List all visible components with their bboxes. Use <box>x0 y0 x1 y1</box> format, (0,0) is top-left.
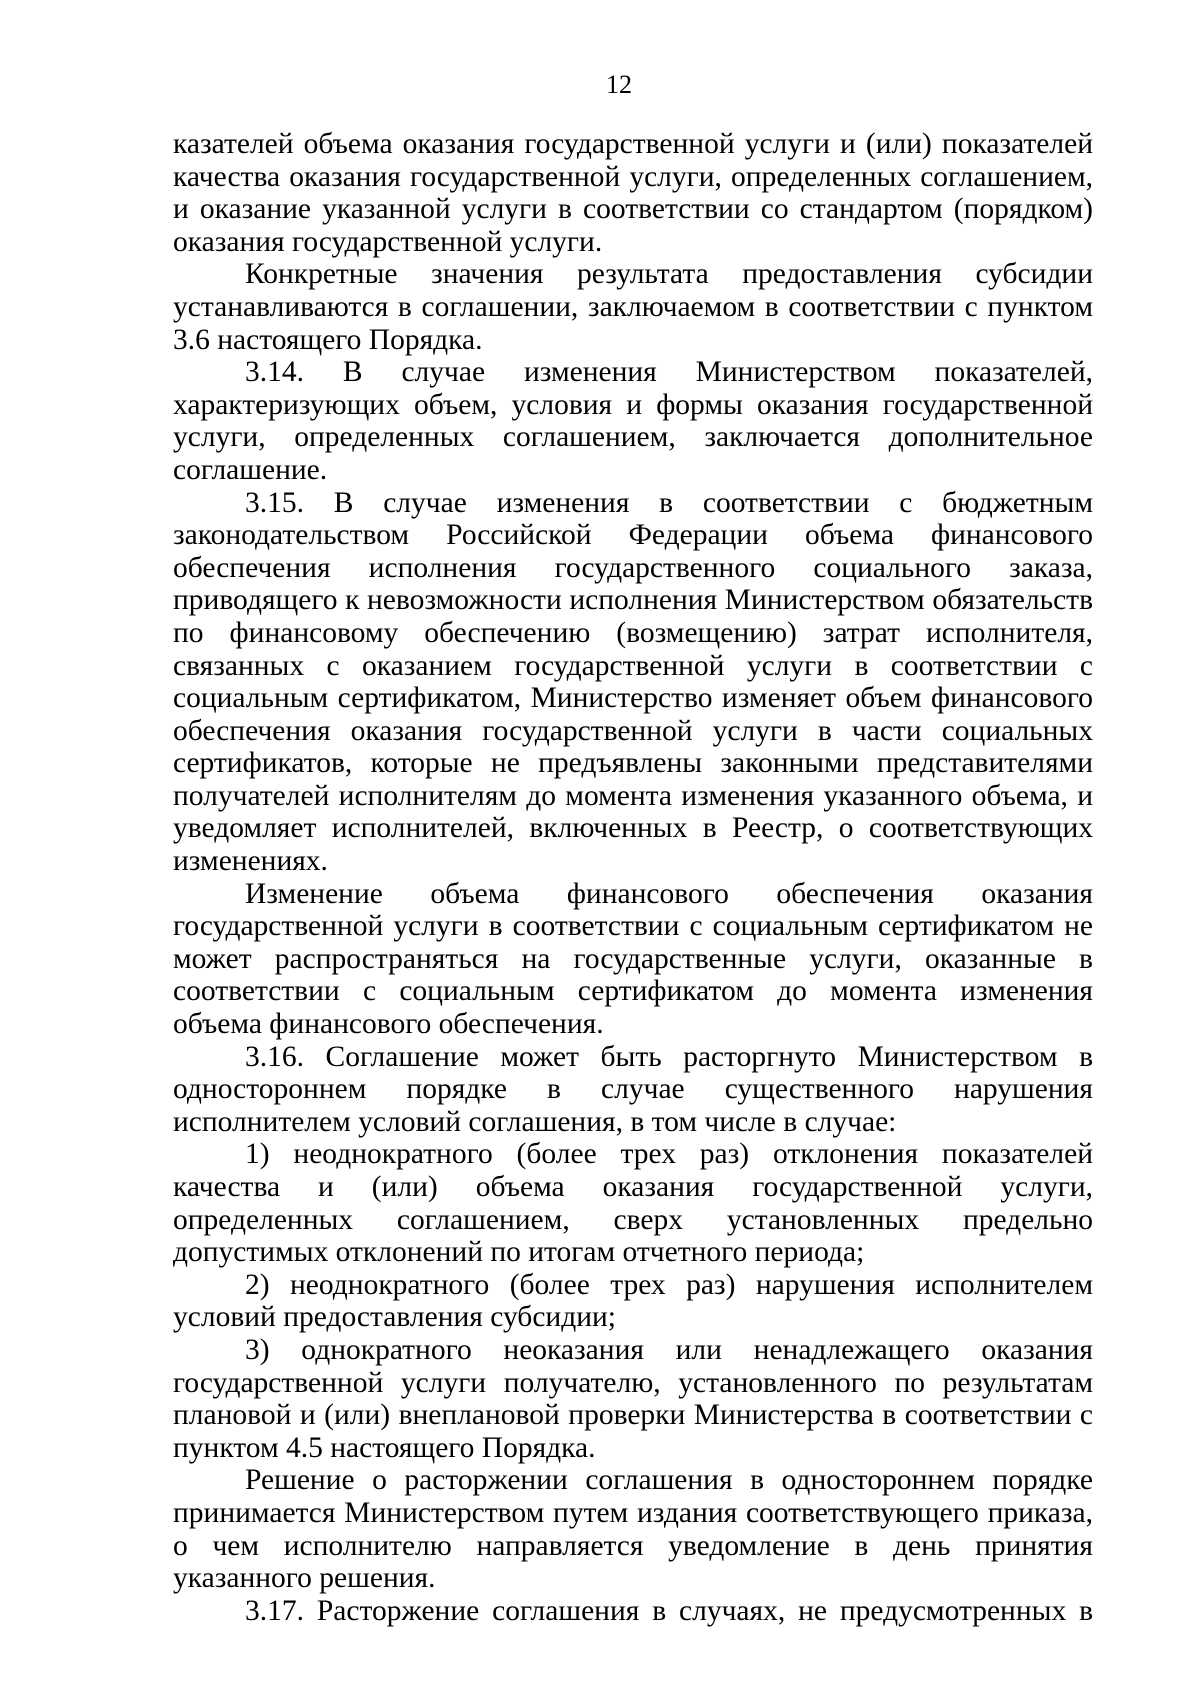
paragraph-3-15: 3.15. В случае изменения в соответствии с бюджетным законодательством Российской Федерации объема финансового обеспечения исполнения государственного социального заказа, приводящего к невозможности исполнения Министерством обязательств по финансовому обеспечению (возмещению) затрат исполнителя, связанных с оказанием государственной услуги в соответствии с социальным сертификатом, Министерство изменяет объем финансового обеспечения оказания государственной услуги в части социальных сертификатов, которые не предъявлены законными представителями получателей исполнителям до момента изменения указанного объема, и уведомляет исполнителей, включенных в Реестр, о соответствующих изменениях. <box>173 486 1093 878</box>
paragraph-3-14: 3.14. В случае изменения Министерством показателей, характеризующих объем, условия и формы оказания государственной услуги, определенных соглашением, заключается дополнительное соглашение. <box>173 356 1093 486</box>
paragraph-funding-change: Изменение объема финансового обеспечения оказания государственной услуги в соответствии с социальным сертификатом не может распространяться на государственные услуги, оказанные в соответствии с социальным сертификатом до момента изменения объема финансового обеспечения. <box>173 877 1093 1041</box>
paragraph-termination-decision: Решение о расторжении соглашения в одностороннем порядке принимается Министерством путем издания соответствующего приказа, о чем исполнителю направляется уведомление в день принятия указанного решения. <box>173 1464 1093 1595</box>
paragraph-continuation: казателей объема оказания государственной услуги и (или) показателей качества оказания государственной услуги, определенных соглашением, и оказание указанной услуги в соответствии со стандартом (порядком) оказания государственной услуги. <box>173 128 1093 258</box>
paragraph-3-17: 3.17. Расторжение соглашения в случаях, не предусмотренных в <box>245 1594 1093 1627</box>
list-item-3: 3) однократного неоказания или ненадлежащего оказания государственной услуги получателю, установленного по результатам плановой и (или) внеплановой проверки Министерства в соответствии с пунктом 4.5 настоящего Порядка. <box>173 1333 1093 1464</box>
list-item-2: 2) неоднократного (более трех раз) нарушения исполнителем условий предоставления субсидии; <box>173 1268 1093 1334</box>
paragraph-result-values: Конкретные значения результата предоставления субсидии устанавливаются в соглашении, заключаемом в соответствии с пунктом 3.6 настоящего Порядка. <box>173 258 1093 356</box>
page-number: 12 <box>606 70 632 99</box>
paragraph-3-16: 3.16. Соглашение может быть расторгнуто Министерством в одностороннем порядке в случае существенного нарушения исполнителем условий соглашения, в том числе в случае: <box>173 1040 1093 1138</box>
list-item-1: 1) неоднократного (более трех раз) отклонения показателей качества и (или) объема оказания государственной услуги, определенных соглашением, сверх установленных предельно допустимых отклонений по итогам отчетного периода; <box>173 1138 1093 1269</box>
document-body <box>173 128 1093 1627</box>
